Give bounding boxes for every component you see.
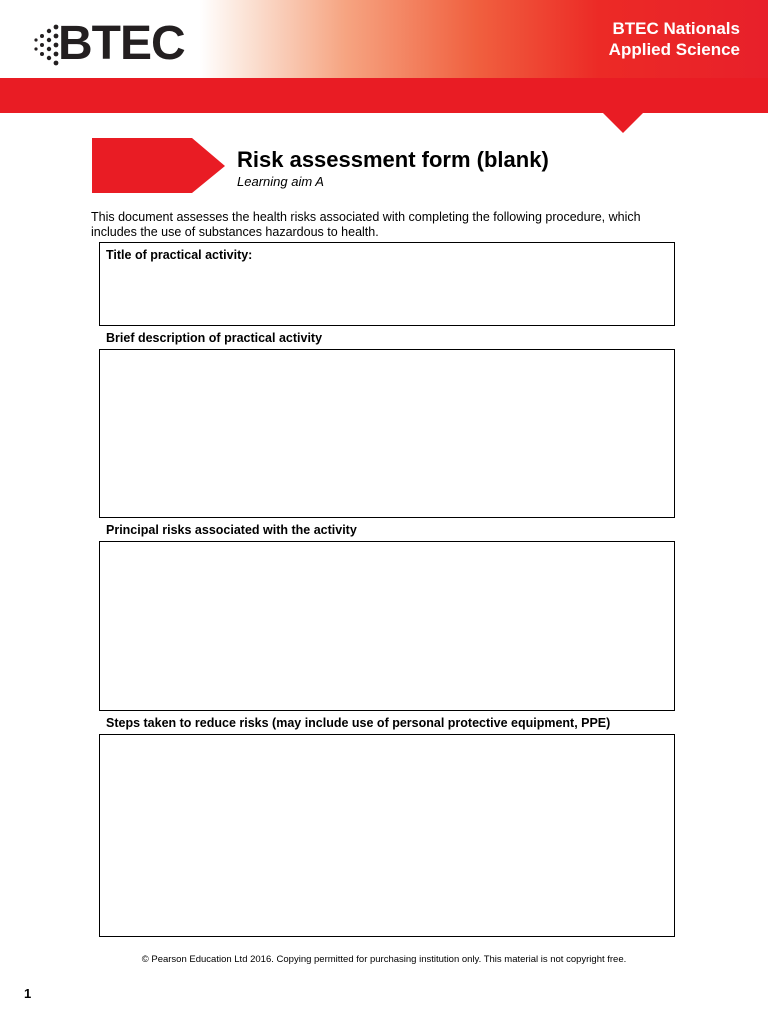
- intro-paragraph: [91, 210, 681, 240]
- page-subtitle: Learning aim A: [237, 174, 324, 189]
- title-arrow-icon: [92, 138, 226, 194]
- brief-description-field[interactable]: [99, 349, 675, 518]
- intro-line-1: This document assesses the health risks associated with completing the following procedure, which: [91, 210, 641, 224]
- brand-line-2: Applied Science: [608, 40, 740, 59]
- btec-logo: BTEC: [58, 17, 185, 70]
- copyright-footer: © Pearson Education Ltd 2016. Copying permitted for purchasing institution only. This material is not copyright free.: [141, 954, 627, 965]
- principal-risks-label: Principal risks associated with the activity: [106, 523, 357, 537]
- page-title: Risk assessment form (blank): [237, 147, 549, 172]
- title-of-activity-label: Title of practical activity:: [106, 248, 253, 262]
- steps-reduce-risks-label: Steps taken to reduce risks (may include use of personal protective equipment, PPE): [106, 716, 611, 730]
- header-red-strip: [0, 78, 768, 113]
- steps-reduce-risks-field[interactable]: [99, 734, 675, 937]
- brief-description-label: Brief description of practical activity: [106, 331, 323, 345]
- principal-risks-field[interactable]: [99, 541, 675, 711]
- header-notch-icon: [603, 113, 643, 133]
- brand-title: [609, 18, 740, 60]
- brand-line-1: BTEC Nationals: [612, 19, 740, 38]
- page-number: 1: [24, 986, 32, 1001]
- intro-line-2: includes the use of substances hazardous to health.: [91, 225, 379, 239]
